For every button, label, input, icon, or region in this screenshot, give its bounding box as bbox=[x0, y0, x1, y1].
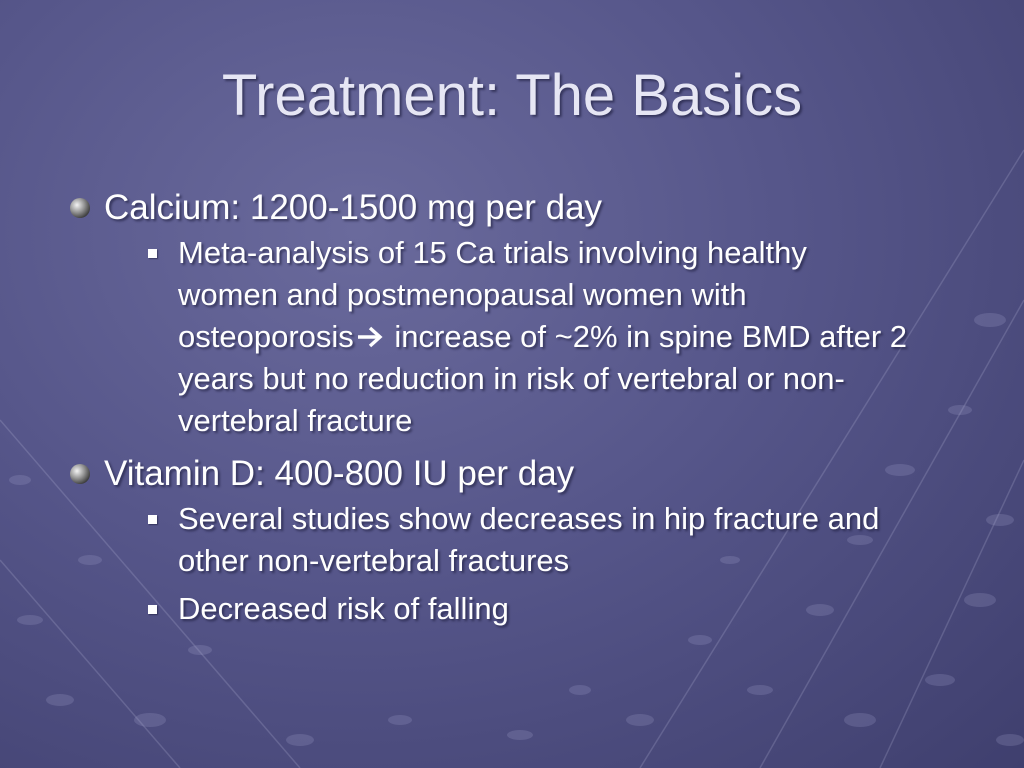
sphere-bullet-icon bbox=[66, 461, 98, 489]
bullet-calcium bbox=[66, 186, 966, 230]
subbullet-several-studies bbox=[146, 498, 908, 582]
right-arrow-icon bbox=[356, 325, 386, 349]
subbullet-text: Decreased risk of falling bbox=[178, 591, 509, 626]
subbullet-text-before-arrow: Meta-analysis of 15 Ca trials involving healthy women and postmenopausal women with osteoporosis bbox=[178, 235, 807, 354]
slide-title: Treatment: The Basics bbox=[221, 63, 803, 128]
square-bullet-icon bbox=[148, 249, 157, 258]
subbullet-decreased-falling bbox=[146, 588, 908, 630]
slide-body bbox=[66, 186, 966, 630]
square-bullet-icon bbox=[148, 605, 157, 614]
bullet-vitamin-d bbox=[66, 452, 966, 496]
bullet-text: Calcium: 1200-1500 mg per day bbox=[104, 188, 603, 227]
square-bullet-icon bbox=[148, 515, 157, 524]
subbullet-text-after-arrow: increase of ~2% in spine BMD after 2 years but no reduction in risk of vertebral or non-vertebral fracture bbox=[178, 319, 908, 438]
bullet-text: Vitamin D: 400-800 IU per day bbox=[104, 454, 575, 493]
subbullet-meta-analysis bbox=[146, 232, 908, 442]
subbullet-text: Several studies show decreases in hip fracture and other non-vertebral fractures bbox=[178, 501, 880, 578]
sphere-bullet-icon bbox=[66, 195, 98, 223]
